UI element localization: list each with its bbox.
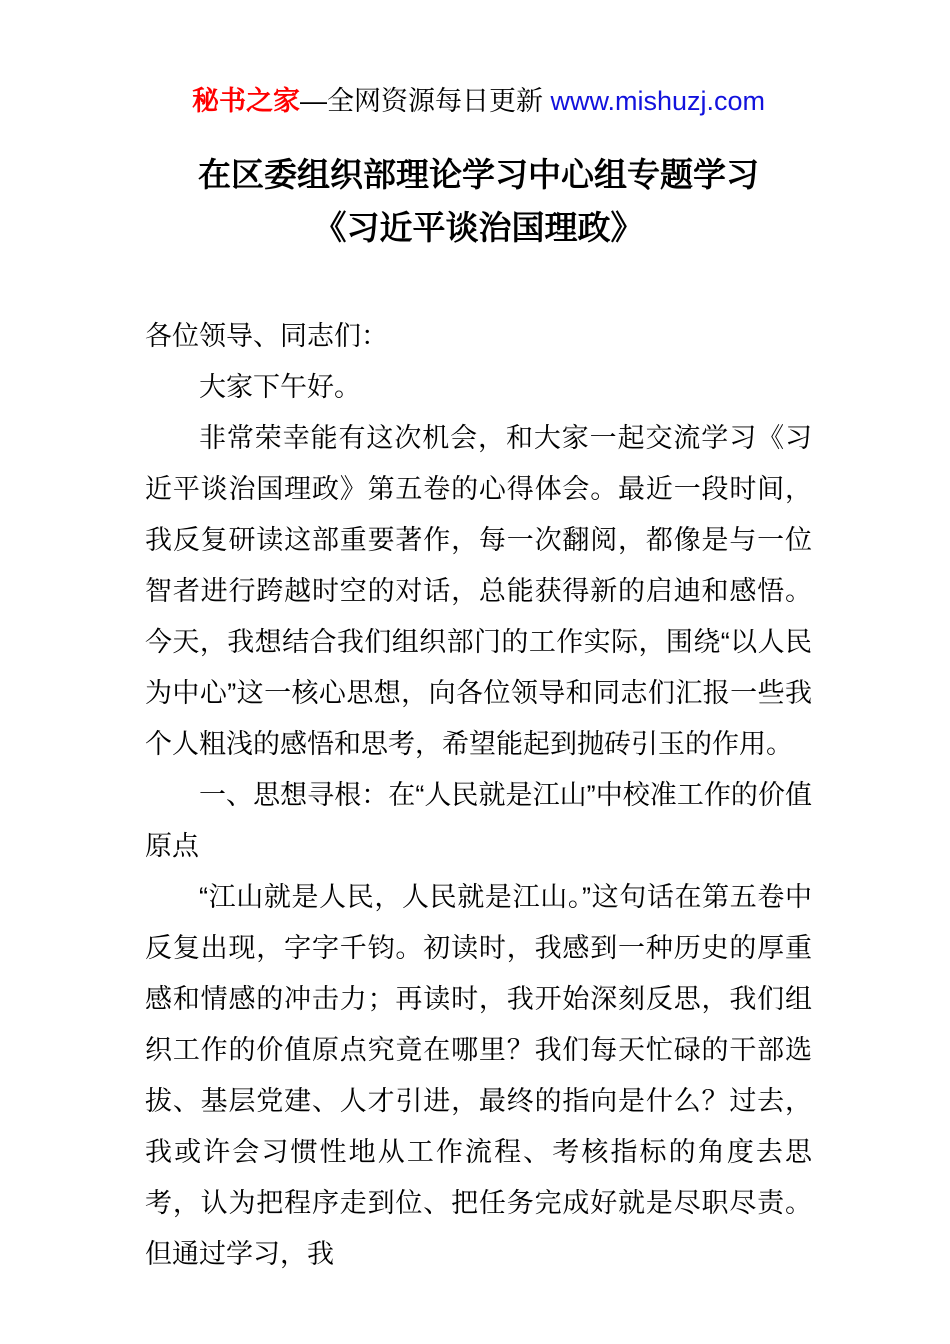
site-url-link[interactable]: www.mishuzj.com	[550, 86, 766, 116]
document-title-line-2: 《习近平谈治国理政》	[313, 211, 644, 247]
document-title	[145, 150, 812, 256]
site-header	[145, 85, 812, 117]
section-1-paragraph: “江山就是人民，人民就是江山。”这句话在第五卷中反复出现，字字千钧。初读时，我感到一种历史的厚重感和情感的冲击力；再读时，我开始深刻反思，我们组织工作的价值原点究竟在哪里？我们每天忙碌的干部选拔、基层党建、人才引进，最终的指向是什么？过去，我或许会习惯性地从工作流程、考核指标的角度去思考，认为把程序走到位、把任务完成好就是尽职尽责。但通过学习，我	[145, 882, 812, 1269]
intro-paragraph: 非常荣幸能有这次机会，和大家一起交流学习《习近平谈治国理政》第五卷的心得体会。最近一段时间，我反复研读这部重要著作，每一次翻阅，都像是与一位智者进行跨越时空的对话，总能获得新的启迪和感悟。今天，我想结合我们组织部门的工作实际，围绕“以人民为中心”这一核心思想，向各位领导和同志们汇报一些我个人粗浅的感悟和思考，希望能起到抛砖引玉的作用。	[145, 423, 812, 759]
section-1-heading: 一、思想寻根：在“人民就是江山”中校准工作的价值原点	[145, 780, 812, 861]
site-brand: 秘书之家	[191, 86, 300, 116]
document-title-line-1: 在区委组织部理论学习中心组专题学习	[198, 158, 759, 194]
salutation-paragraph: 各位领导、同志们：	[145, 321, 388, 351]
site-tagline: —全网资源每日更新	[299, 86, 551, 116]
document-body	[145, 311, 812, 1280]
greeting-paragraph: 大家下午好。	[199, 372, 361, 402]
